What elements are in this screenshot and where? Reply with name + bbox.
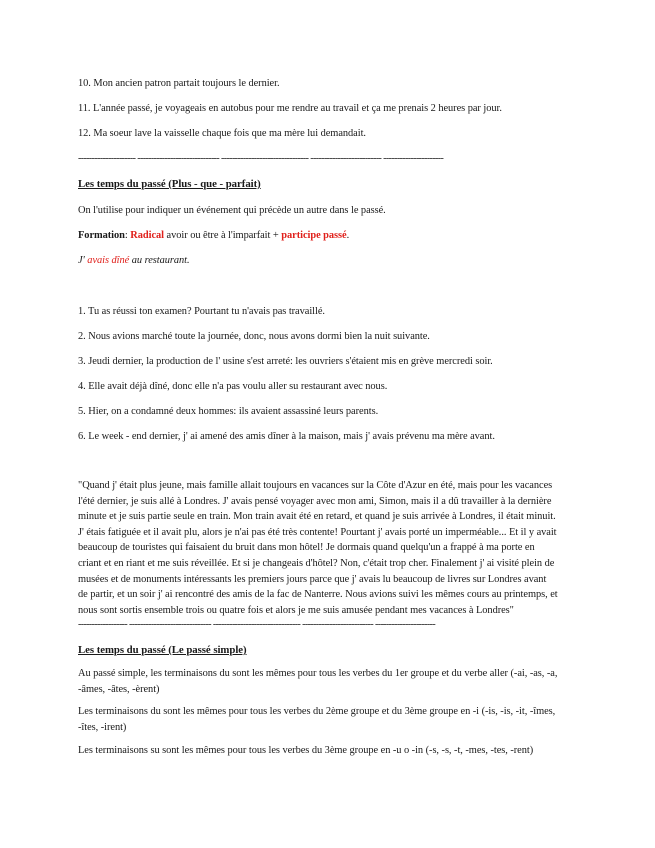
story-line: minute et je suis partie seule en train. Mon train avait été en retard, et quand je suis arrivée à Londres, il était minuit. <box>78 511 556 523</box>
formation-middle: avoir ou être à l'imparfait + <box>164 230 282 241</box>
example-highlight: avais dîné <box>87 255 130 266</box>
ps-p1-line: Au passé simple, les terminaisons du sont les mêmes pour tous les verbes du 1er groupe et du verbe aller (-ai, -as, -a, <box>78 668 558 679</box>
example-6: 6. Le week - end dernier, j' ai amené des amis dîner à la maison, mais j' avais prévenu ma mère avant. <box>78 431 495 442</box>
example-2: 2. Nous avions marché toute la journée, donc, nous avons dormi bien la nuit suivante. <box>78 331 430 342</box>
pqp-intro: On l'utilise pour indiquer un événement qui précède un autre dans le passé. <box>78 205 386 216</box>
story-line: musées et de monuments intéressants les premiers jours parce que j' avais lu beaucoup de livres sur Londres avant <box>78 573 547 585</box>
story-line: de partir, et un soir j' ai rencontré des amis de la fac de Nanterre. Nous avions suivi les mêmes cours au printemps, et <box>78 589 558 601</box>
ps-p2-line: -îtes, -irent) <box>78 721 127 733</box>
formation-colon: : <box>124 230 131 241</box>
example-4: 4. Elle avait déjà dîné, donc elle n'a pas voulu aller su restaurant avec nous. <box>78 381 388 392</box>
sentence-10: 10. Mon ancien patron partait toujours le dernier. <box>78 78 280 89</box>
formation-line <box>78 228 578 243</box>
story-paragraph <box>78 478 598 618</box>
story-line: criant et en riant et me suis réveillée. Et si je changeais d'hôtel? Non, c'était trop cher. Finalement j' ai visité plein de <box>78 557 555 569</box>
example-5: 5. Hier, on a condamné deux hommes: ils avaient assassiné leurs parents. <box>78 406 379 417</box>
story-line: l'été dernier, je suis allé à Londres. J' avais pensé voyager avec mon ami, Simon, mais il a dû travailler à la dernière <box>78 495 552 507</box>
ps-paragraph-3: Les terminaisons su sont les mêmes pour tous les verbes du 3ème groupe en -u o -in (-s, -s, -t, -mes, -tes, -rent) <box>78 745 534 756</box>
example-1: 1. Tu as réussi ton examen? Pourtant tu n'avais pas travaillé. <box>78 306 325 317</box>
ps-paragraph-2 <box>78 704 598 735</box>
formation-participe: participe passé <box>281 230 347 241</box>
sentence-12: 12. Ma soeur lave la vaisselle chaque fois que ma mère lui demandait. <box>78 128 366 139</box>
example-end: au restaurant. <box>129 255 190 266</box>
example-start: J' <box>78 255 88 266</box>
formation-radical: Radical <box>130 230 164 241</box>
section-title-passe-simple: Les temps du passé (Le passé simple) <box>78 644 247 656</box>
formation-label: Formation <box>78 230 125 241</box>
section-title-plus-que-parfait: Les temps du passé (Plus - que - parfait) <box>78 178 261 190</box>
example-3: 3. Jeudi dernier, la production de l' usine s'est arreté: les ouvriers s'étaient mis en grève mercredi soir. <box>78 356 493 367</box>
formation-end: . <box>346 230 350 241</box>
ps-p2-line: Les terminaisons du sont les mêmes pour tous les verbes du 2ème groupe et du 3ème groupe en -i (-is, -is, -it, -îmes, <box>78 706 556 717</box>
sentence-11: 11. L'année passé, je voyageais en autobus pour me rendre au travail et ça me prenais 2 heures par jour. <box>78 103 502 114</box>
pqp-example <box>78 253 578 268</box>
story-line: "Quand j' était plus jeune, mais famille allait toujours en vacances sur la Côte d'Azur en été, mais pour les vacances <box>78 480 553 491</box>
story-line: beaucoup de touristes qui faisaient du bruit dans mon hôtel! Je dormais quand quelqu'un a frappé à ma porte en <box>78 542 535 554</box>
ps-p1-line: -âmes, -âtes, -èrent) <box>78 683 160 695</box>
ps-paragraph-1 <box>78 666 598 697</box>
story-line: nous sont sortis ensemble trois ou quatre fois et alors je me suis amusée pendant mes vacances à Londres" <box>78 604 514 616</box>
separator-line: --------------------- ------------------------------ -------------------------------- -------------------------- ---------------------- <box>78 153 444 164</box>
story-line: J' étais fatiguée et il avait plu, alors je n'ai pas été très contente! Pourtant j' avais porté un imperméable... Et il y avait <box>78 526 557 538</box>
separator-line: ------------------ ------------------------------ -------------------------------- -------------------------- ---------------------- <box>78 619 436 630</box>
